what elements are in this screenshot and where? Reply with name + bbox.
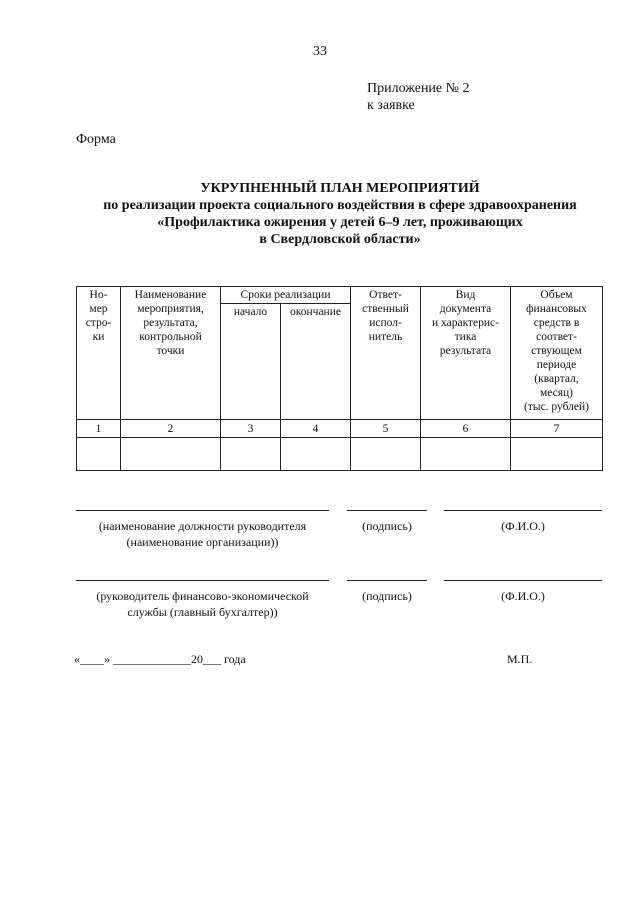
- signature-caption: (подпись): [362, 589, 412, 603]
- document-title: [0, 180, 640, 248]
- header-terms: Сроки реализации: [221, 287, 351, 304]
- header-finance-line: (тыс. рублей): [523, 401, 590, 413]
- header-document-type-line: результата: [439, 345, 492, 357]
- header-event-name-line: контрольной: [139, 331, 202, 343]
- header-responsible: [351, 287, 421, 420]
- table-cell[interactable]: [121, 438, 221, 471]
- header-responsible-line: нитель: [368, 331, 403, 343]
- position-signature-line[interactable]: [76, 510, 329, 511]
- header-document-type-line: и характерис-: [432, 317, 499, 329]
- position-caption-line-2: (наименование организации)): [126, 535, 279, 549]
- title-line-1: УКРУПНЕННЫЙ ПЛАН МЕРОПРИЯТИЙ: [200, 181, 480, 196]
- annex-reference: [367, 80, 470, 114]
- header-row-number-line: ки: [92, 331, 105, 343]
- header-event-name-line: мероприятия,: [137, 303, 204, 315]
- header-start: начало: [221, 304, 281, 420]
- header-row-number-line: стро-: [85, 317, 112, 329]
- column-number: 1: [77, 420, 121, 438]
- name-line[interactable]: [444, 510, 602, 511]
- header-row-number: [77, 287, 121, 420]
- header-finance-line: Объем: [540, 289, 573, 301]
- name-caption: (Ф.И.О.): [501, 519, 545, 533]
- page-number: 33: [313, 44, 327, 59]
- position-caption: [60, 518, 345, 550]
- column-number: 3: [221, 420, 281, 438]
- signature-line[interactable]: [347, 580, 427, 581]
- accountant-caption-line-2: службы (главный бухгалтер)): [127, 605, 278, 619]
- header-document-type-line: тика: [454, 331, 477, 343]
- column-numbers-row: [77, 420, 603, 438]
- stamp-placeholder: М.П.: [507, 652, 533, 666]
- header-event-name-line: результата,: [143, 317, 198, 329]
- header-event-name-line: Наименование: [134, 289, 207, 301]
- header-end: окончание: [281, 304, 351, 420]
- header-responsible-line: испол-: [369, 317, 402, 329]
- signature-line[interactable]: [347, 510, 427, 511]
- date-line[interactable]: «____» _____________20___ года: [74, 652, 246, 666]
- header-finance-line: (квартал,: [534, 373, 579, 385]
- table-cell[interactable]: [511, 438, 603, 471]
- header-finance-line: финансовых: [526, 303, 587, 315]
- signature-caption: (подпись): [362, 519, 412, 533]
- column-number: 6: [421, 420, 511, 438]
- column-number: 5: [351, 420, 421, 438]
- plan-table: [76, 286, 603, 471]
- table-cell[interactable]: [77, 438, 121, 471]
- header-finance-line: соответ-: [536, 331, 577, 343]
- annex-line-1: Приложение № 2: [367, 81, 470, 96]
- header-document-type-line: Вид: [455, 289, 476, 301]
- header-responsible-line: Ответ-: [369, 289, 402, 301]
- header-document-type: [421, 287, 511, 420]
- table-cell[interactable]: [281, 438, 351, 471]
- table-cell[interactable]: [351, 438, 421, 471]
- accountant-caption-line-1: (руководитель финансово-экономической: [96, 589, 309, 603]
- column-number: 4: [281, 420, 351, 438]
- annex-line-2: к заявке: [367, 98, 415, 113]
- form-label: Форма: [76, 132, 116, 147]
- name-caption: (Ф.И.О.): [501, 589, 545, 603]
- header-finance-volume: [511, 287, 603, 420]
- header-row-number-line: мер: [89, 303, 108, 315]
- title-line-4: в Свердловской области»: [259, 232, 421, 247]
- table-row: [77, 438, 603, 471]
- header-responsible-line: ственный: [362, 303, 409, 315]
- header-finance-line: периоде: [536, 359, 577, 371]
- header-finance-line: месяц): [539, 387, 574, 399]
- header-event-name-line: точки: [156, 345, 185, 357]
- header-row-number-line: Но-: [89, 289, 108, 301]
- name-line[interactable]: [444, 580, 602, 581]
- header-document-type-line: документа: [439, 303, 492, 315]
- title-line-2: по реализации проекта социального воздействия в сфере здравоохранения: [103, 198, 577, 213]
- accountant-signature-line[interactable]: [76, 580, 329, 581]
- column-number: 7: [511, 420, 603, 438]
- header-finance-line: средств в: [533, 317, 580, 329]
- header-event-name: [121, 287, 221, 420]
- header-finance-line: ствующем: [531, 345, 582, 357]
- table-cell[interactable]: [221, 438, 281, 471]
- table-cell[interactable]: [421, 438, 511, 471]
- title-line-3: «Профилактика ожирения у детей 6–9 лет, проживающих: [157, 215, 523, 230]
- accountant-caption: [60, 588, 345, 620]
- column-number: 2: [121, 420, 221, 438]
- position-caption-line-1: (наименование должности руководителя: [98, 519, 307, 533]
